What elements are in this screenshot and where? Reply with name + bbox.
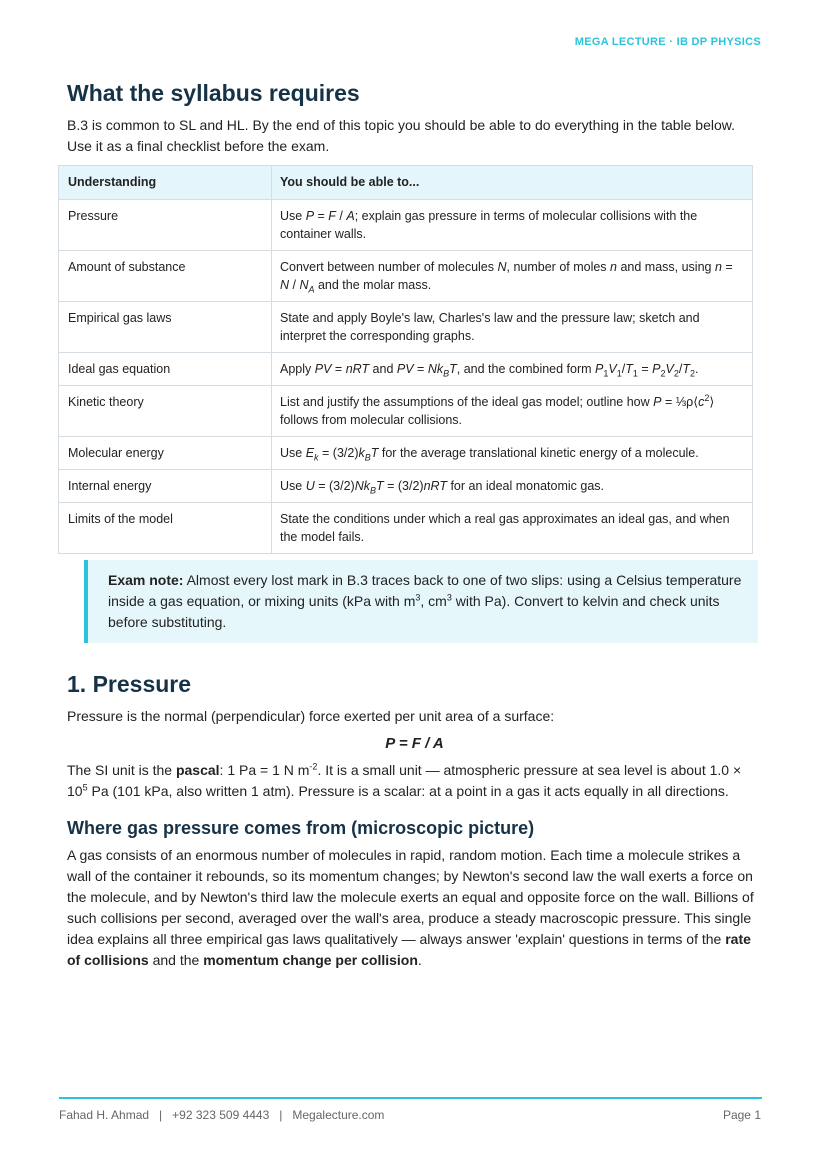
syllabus-table-wrap — [58, 165, 753, 554]
page-number: Page 1 — [722, 1108, 761, 1122]
table-cell-topic: Pressure — [59, 200, 272, 251]
column-header: You should be able to... — [272, 166, 753, 200]
subsection-title: Where gas pressure comes from (microscopic picture) — [67, 818, 535, 838]
exam-note-callout — [84, 560, 758, 643]
header-label: MEGA LECTURE · IB DP PHYSICS — [574, 36, 761, 48]
table-row — [59, 200, 753, 251]
table-cell-task: Apply PV = nRT and PV = $Nk_BT$, and the combined form $P_1V_1/T_1 = P_2V_2/T_2$. — [272, 353, 753, 386]
column-header: Understanding — [59, 166, 272, 200]
table-cell-task: State the conditions under which a real gas approximates an ideal gas, and when the model fails. — [272, 503, 753, 554]
footer-contact: Fahad H. Ahmad | +92 323 509 4443 | Megalecture.com — [59, 1108, 385, 1122]
table-cell-task: Use P = F / A; explain gas pressure in terms of molecular collisions with the container walls. — [272, 200, 753, 251]
pressure-formula: P = F / A — [385, 735, 444, 752]
section-title: 1. Pressure — [67, 671, 192, 697]
table-row — [59, 353, 753, 386]
table-row — [59, 503, 753, 554]
table-cell-task: Use $U = (3/2)Nk_BT = (3/2)nRT$ for an ideal monatomic gas. — [272, 470, 753, 503]
syllabus-intro: B.3 is common to SL and HL. By the end of this topic you should be able to do everything in the table below. Use it as a final checklist before the exam. — [67, 117, 736, 154]
table-cell-task: List and justify the assumptions of the ideal gas model; outline how $P = \frac{1}{3}\rho⟨c^2⟩$ follows from molecular collisions. — [272, 386, 753, 437]
table-row — [59, 386, 753, 437]
table-cell-task: Use $E_k = (3/2)k_BT$ for the average translational kinetic energy of a molecule. — [272, 437, 753, 470]
table-row — [59, 302, 753, 353]
footer-divider — [59, 1097, 762, 1099]
table-cell-task: State and apply Boyle's law, Charles's law and the pressure law; sketch and interpret the corresponding graphs. — [272, 302, 753, 353]
table-cell-topic: Amount of substance — [59, 251, 272, 302]
table-cell-topic: Molecular energy — [59, 437, 272, 470]
exam-note-text: Almost every lost mark in B.3 traces back to one of two slips: using a Celsius temperature inside a gas equation, or mixing units (kPa with $m^3$, $cm^3$ with Pa). Convert to kelvin and check units before substituting. — [108, 572, 742, 630]
table-cell-task: Convert between number of molecules N, number of moles n and mass, using $n = N / N_A$ and the molar mass. — [272, 251, 753, 302]
syllabus-title: What the syllabus requires — [67, 80, 360, 106]
table-header-row — [59, 166, 753, 200]
table-cell-topic: Empirical gas laws — [59, 302, 272, 353]
table-row — [59, 470, 753, 503]
table-cell-topic: Internal energy — [59, 470, 272, 503]
exam-note-label: Exam note: — [108, 572, 184, 588]
table-row — [59, 251, 753, 302]
table-cell-topic: Limits of the model — [59, 503, 272, 554]
pressure-section — [67, 671, 762, 971]
table-cell-topic: Ideal gas equation — [59, 353, 272, 386]
si-unit-paragraph: The SI unit is the pascal: 1 Pa = 1 N $m^{-2}$. It is a small unit — atmospheric pressure at sea level is about $1.0 \times 10^5$ Pa (101 kPa, also written 1 atm). Pressure is a scalar: at a point in a gas it acts equally in all directions. — [67, 761, 742, 799]
pressure-definition: Pressure is the normal (perpendicular) force exerted per unit area of a surface: — [67, 708, 555, 724]
microscopic-paragraph: A gas consists of an enormous number of molecules in rapid, random motion. Each time a molecule strikes a wall of the container it rebounds, so its momentum changes; by Newton's second law the wall exerts a force on the molecule, and by Newton's third law the molecule exerts an equal and opposite force on the wall. Billions of such collisions per second, averaged over the wall's area, produce a steady macroscopic pressure. This single idea explains all three empirical gas laws qualitatively — always answer 'explain' questions in terms of the rate of collisions and the momentum change per collision. — [67, 847, 754, 968]
syllabus-table — [58, 165, 753, 554]
page-content — [67, 80, 762, 971]
table-cell-topic: Kinetic theory — [59, 386, 272, 437]
table-row — [59, 437, 753, 470]
